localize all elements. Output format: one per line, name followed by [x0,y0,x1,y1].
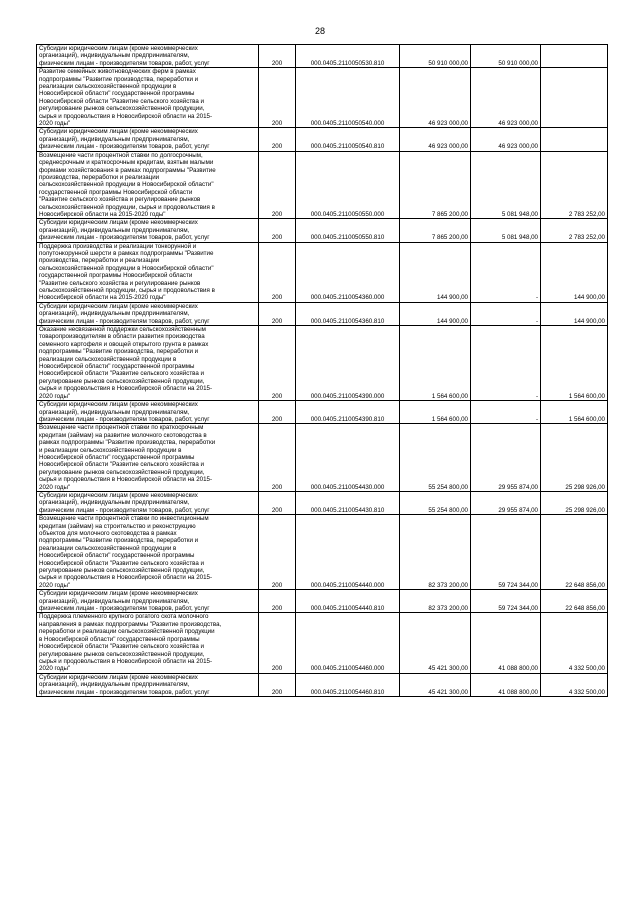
executed-amount: 41 088 800,00 [471,613,541,673]
expense-type-code: 200 [259,45,296,68]
budget-classification-code: 000.0405.2110054460.810 [296,673,400,696]
executed-amount: 50 910 000,00 [471,45,541,68]
expense-type-code: 200 [259,242,296,302]
table-row [37,151,608,219]
approved-amount: 7 865 200,00 [400,219,471,242]
expense-type-code: 200 [259,673,296,696]
budget-classification-code: 000.0405.2110050530.810 [296,45,400,68]
expense-item-name: Возмещение части процентной ставки по долгосрочным, среднесрочным и краткосрочным кредитам, взятым малыми формами хозяйствования в рамках подпрограммы "Развитие производства, переработки и реализации сельскохозяйственной продукции в Новосибирской области" государственной программы Новосибирской области "Развитие сельского хозяйства и регулирование рынков сельскохозяйственной продукции, сырья и продовольствия в Новосибирской области на 2015-2020 годы" [37,151,259,219]
unexecuted-amount: 1 564 600,00 [541,401,608,424]
table-row [37,219,608,242]
expense-type-code: 200 [259,219,296,242]
budget-classification-code: 000.0405.2110050550.000 [296,151,400,219]
budget-classification-code: 000.0405.2110054440.000 [296,515,400,590]
expense-item-name: Субсидии юридическим лицам (кроме некоммерческих организаций), индивидуальным предпринимателям, физическим лицам - производителям товаров, работ, услуг [37,219,259,242]
budget-classification-code: 000.0405.2110054390.810 [296,401,400,424]
expense-type-code: 200 [259,515,296,590]
expense-type-code: 200 [259,128,296,151]
approved-amount: 144 900,00 [400,302,471,325]
approved-amount: 82 373 200,00 [400,590,471,613]
executed-amount: 41 088 800,00 [471,673,541,696]
executed-amount: 29 955 874,00 [471,491,541,514]
budget-classification-code: 000.0405.2110054440.810 [296,590,400,613]
approved-amount: 7 865 200,00 [400,151,471,219]
budget-classification-code: 000.0405.2110054430.810 [296,491,400,514]
expense-type-code: 200 [259,491,296,514]
unexecuted-amount [541,45,608,68]
unexecuted-amount: 4 332 500,00 [541,673,608,696]
approved-amount: 46 923 000,00 [400,128,471,151]
table-row [37,45,608,68]
executed-amount: 59 724 344,00 [471,515,541,590]
table-row [37,613,608,673]
unexecuted-amount: 22 648 856,00 [541,590,608,613]
expense-item-name: Субсидии юридическим лицам (кроме некоммерческих организаций), индивидуальным предпринимателям, физическим лицам - производителям товаров, работ, услуг [37,128,259,151]
table-row [37,491,608,514]
expense-type-code: 200 [259,68,296,128]
expense-type-code: 200 [259,302,296,325]
table-row [37,401,608,424]
executed-amount: 46 923 000,00 [471,68,541,128]
unexecuted-amount: 2 783 252,00 [541,151,608,219]
executed-amount: 29 955 874,00 [471,424,541,492]
expense-type-code: 200 [259,424,296,492]
expense-item-name: Развитие семейных животноводческих ферм в рамках подпрограммы "Развитие производства, переработки и реализации сельскохозяйственной продукции в Новосибирской области" государственной программы Новосибирской области "Развитие сельского хозяйства и регулирование рынков сельскохозяйственной продукции, сырья и продовольствия в Новосибирской области на 2015- 2020 годы" [37,68,259,128]
unexecuted-amount: 144 900,00 [541,302,608,325]
unexecuted-amount: 1 564 600,00 [541,326,608,401]
table-row [37,590,608,613]
executed-amount: 5 081 948,00 [471,151,541,219]
expense-item-name: Возмещение части процентной ставки по инвестиционным кредитам (займам) на строительство и реконструкцию объектов для молочного скотоводства в рамках подпрограммы "Развитие производства, переработки и реализации сельскохозяйственной продукции в Новосибирской области" государственной программы Новосибирской области "Развитие сельского хозяйства и регулирование рынков сельскохозяйственной продукции, сырья и продовольствия в Новосибирской области на 2015- 2020 годы" [37,515,259,590]
unexecuted-amount: 25 298 926,00 [541,491,608,514]
page-number: 28 [314,26,325,36]
expense-item-name: Оказание несвязанной поддержки сельскохозяйственным товаропроизводителям в области развития производства семенного картофеля и овощей открытого грунта в рамках подпрограммы "Развитие производства, переработки и реализации сельскохозяйственной продукции в Новосибирской области" государственной программы Новосибирской области "Развитие сельского хозяйства и регулирование рынков сельскохозяйственной продукции, сырья и продовольствия в Новосибирской области на 2015- 2020 годы" [37,326,259,401]
approved-amount: 45 421 300,00 [400,673,471,696]
table-row [37,68,608,128]
executed-amount: - [471,326,541,401]
unexecuted-amount [541,68,608,128]
table-row [37,515,608,590]
executed-amount: - [471,242,541,302]
expense-item-name: Субсидии юридическим лицам (кроме некоммерческих организаций), индивидуальным предпринимателям, физическим лицам - производителям товаров, работ, услуг [37,45,259,68]
expense-item-name: Субсидии юридическим лицам (кроме некоммерческих организаций), индивидуальным предпринимателям, физическим лицам - производителям товаров, работ, услуг [37,673,259,696]
unexecuted-amount: 4 332 500,00 [541,613,608,673]
budget-classification-code: 000.0405.2110054430.000 [296,424,400,492]
unexecuted-amount: 144 900,00 [541,242,608,302]
expense-type-code: 200 [259,590,296,613]
table-row [37,242,608,302]
budget-classification-code: 000.0405.2110050550.810 [296,219,400,242]
executed-amount: - [471,302,541,325]
executed-amount: 59 724 344,00 [471,590,541,613]
expense-item-name: Субсидии юридическим лицам (кроме некоммерческих организаций), индивидуальным предпринимателям, физическим лицам - производителям товаров, работ, услуг [37,590,259,613]
approved-amount: 82 373 200,00 [400,515,471,590]
approved-amount: 50 910 000,00 [400,45,471,68]
executed-amount: 46 923 000,00 [471,128,541,151]
approved-amount: 1 564 600,00 [400,401,471,424]
budget-classification-code: 000.0405.2110050540.000 [296,68,400,128]
executed-amount: - [471,401,541,424]
approved-amount: 1 564 600,00 [400,326,471,401]
expense-item-name: Возмещение части процентной ставки по краткосрочным кредитам (займам) на развитие молочного скотоводства в рамках подпрограммы "Развитие производства, переработки и реализации сельскохозяйственной продукции в Новосибирской области" государственной программы Новосибирской области "Развитие сельского хозяйства и регулирование рынков сельскохозяйственной продукции, сырья и продовольствия в Новосибирской области на 2015- 2020 годы" [37,424,259,492]
expense-type-code: 200 [259,151,296,219]
expense-type-code: 200 [259,613,296,673]
approved-amount: 45 421 300,00 [400,613,471,673]
budget-classification-code: 000.0405.2110054460.000 [296,613,400,673]
expense-item-name: Субсидии юридическим лицам (кроме некоммерческих организаций), индивидуальным предпринимателям, физическим лицам - производителям товаров, работ, услуг [37,491,259,514]
expense-item-name: Субсидии юридическим лицам (кроме некоммерческих организаций), индивидуальным предпринимателям, физическим лицам - производителям товаров, работ, услуг [37,401,259,424]
budget-execution-table [36,44,608,697]
expense-item-name: Субсидии юридическим лицам (кроме некоммерческих организаций), индивидуальным предпринимателям, физическим лицам - производителям товаров, работ, услуг [37,302,259,325]
approved-amount: 144 900,00 [400,242,471,302]
table-row [37,326,608,401]
unexecuted-amount [541,128,608,151]
expense-type-code: 200 [259,401,296,424]
expense-item-name: Поддержка производства и реализации тонкорунной и полутонкорунной шерсти в рамках подпрограммы "Развитие производства, переработки и реализации сельскохозяйственной продукции в Новосибирской области" государственной программы Новосибирской области "Развитие сельского хозяйства и регулирование рынков сельскохозяйственной продукции, сырья и продовольствия в Новосибирской области на 2015-2020 годы" [37,242,259,302]
budget-classification-code: 000.0405.2110054390.000 [296,326,400,401]
table-row [37,673,608,696]
unexecuted-amount: 22 648 856,00 [541,515,608,590]
table-body [37,45,608,697]
executed-amount: 5 081 948,00 [471,219,541,242]
budget-classification-code: 000.0405.2110054360.000 [296,242,400,302]
table-row [37,128,608,151]
expense-item-name: Поддержка племенного крупного рогатого скота молочного направления в рамках подпрограммы "Развитие производства, переработки и реализации сельскохозяйственной продукции в Новосибирской области" государственной программы Новосибирской области "Развитие сельского хозяйства и регулирование рынков сельскохозяйственной продукции, сырья и продовольствия в Новосибирской области на 2015- 2020 годы" [37,613,259,673]
budget-classification-code: 000.0405.2110054360.810 [296,302,400,325]
unexecuted-amount: 25 298 926,00 [541,424,608,492]
budget-classification-code: 000.0405.2110050540.810 [296,128,400,151]
expense-type-code: 200 [259,326,296,401]
table-row [37,424,608,492]
unexecuted-amount: 2 783 252,00 [541,219,608,242]
approved-amount: 55 254 800,00 [400,424,471,492]
approved-amount: 55 254 800,00 [400,491,471,514]
approved-amount: 46 923 000,00 [400,68,471,128]
table-row [37,302,608,325]
